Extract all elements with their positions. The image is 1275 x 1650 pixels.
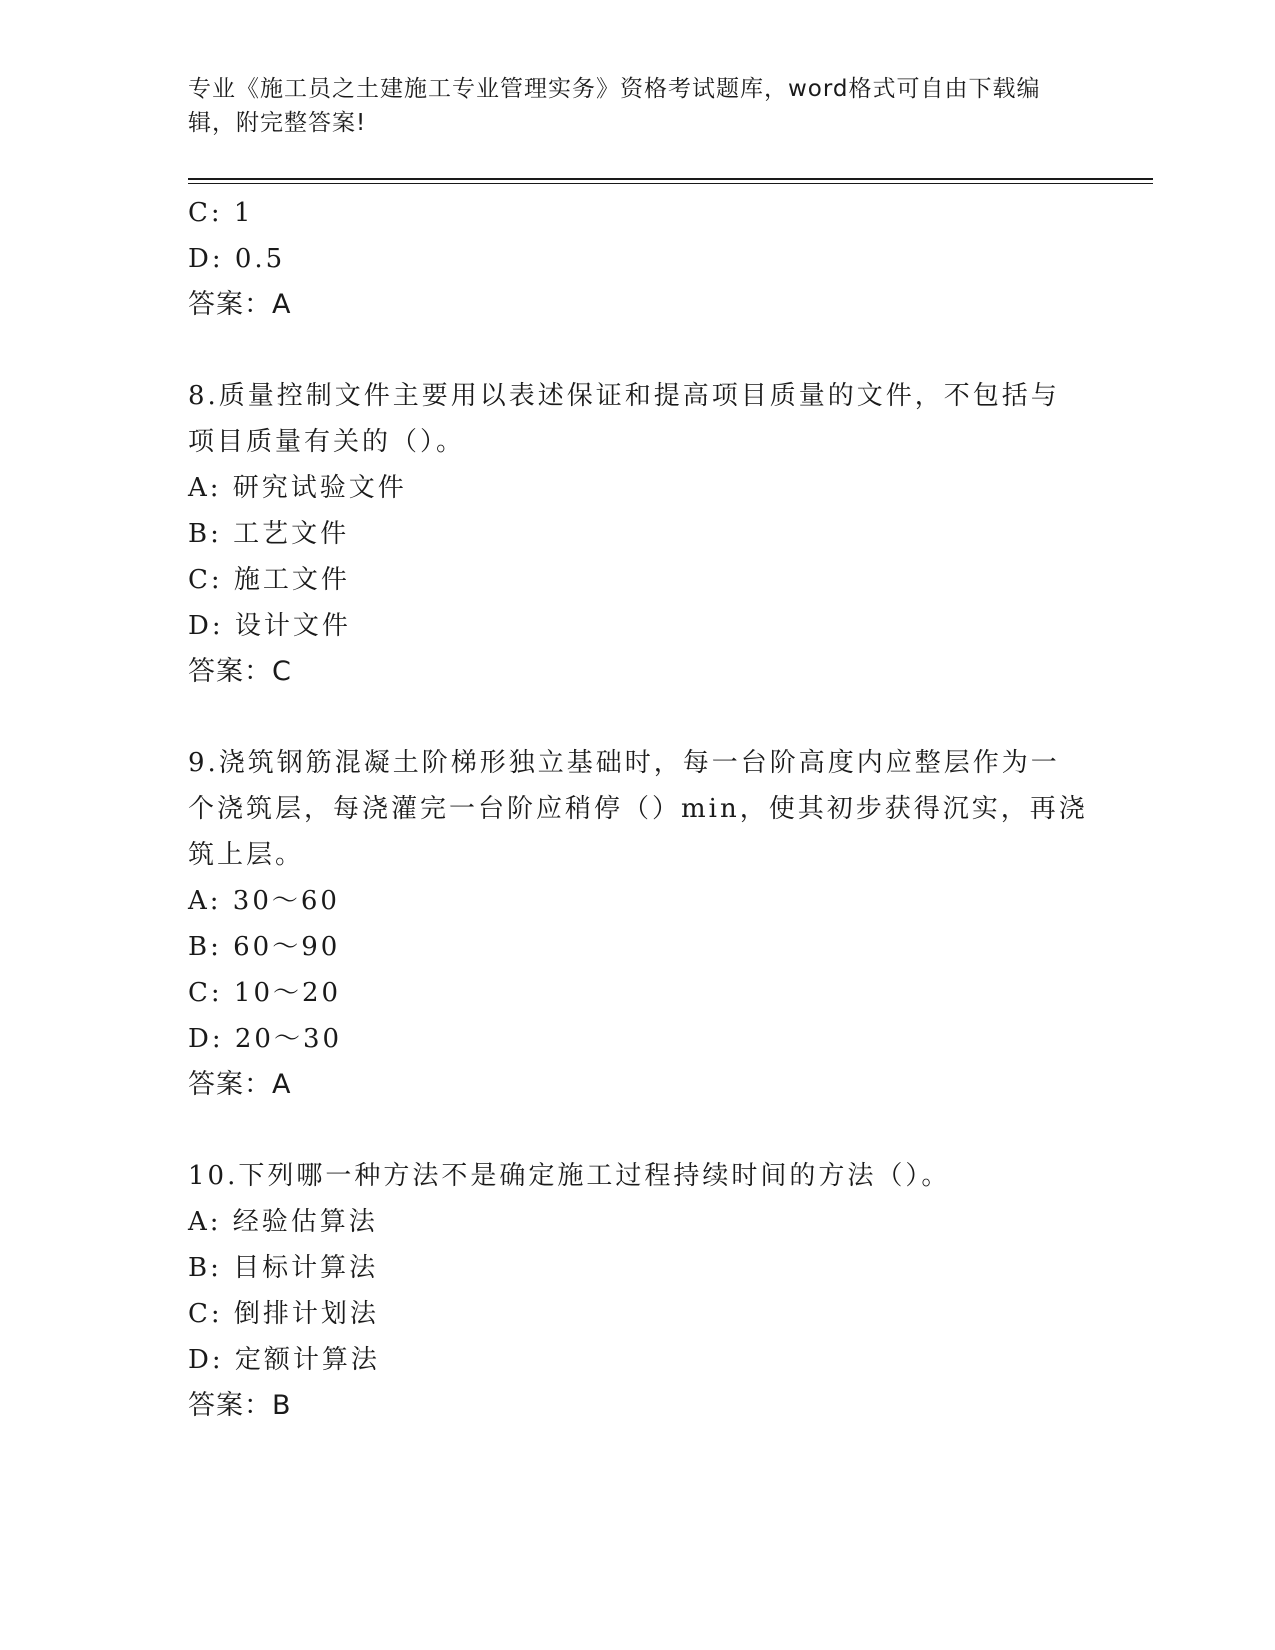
answer: 答案：A (188, 1069, 292, 1100)
question-10 (188, 1153, 1088, 1429)
question-8 (188, 373, 1088, 695)
option-a: A: 经验估算法 (188, 1207, 378, 1237)
option-a: A: 研究试验文件 (188, 473, 407, 503)
option-c: C: 10～20 (188, 978, 342, 1008)
answer: 答案：A (188, 289, 292, 320)
option-c: C: 施工文件 (188, 565, 350, 595)
question-stem-line: 8.质量控制文件主要用以表述保证和提高项目质量的文件，不包括与 (188, 381, 1060, 411)
partial-question (188, 190, 1088, 328)
document-header: 专业《施工员之土建施工专业管理实务》资格考试题库，word格式可自由下载编辑，附完整答案! (188, 76, 1041, 136)
question-stem-line: 10.下列哪一种方法不是确定施工过程持续时间的方法（）。 (188, 1161, 951, 1191)
option-d: D: 设计文件 (188, 611, 351, 641)
option-b: B: 工艺文件 (188, 519, 350, 549)
spacer (188, 328, 1088, 373)
option-b: B: 目标计算法 (188, 1253, 379, 1283)
header-rule-thick (188, 178, 1153, 180)
option-b: B: 60～90 (188, 932, 341, 962)
question-stem-line: 筑上层。 (188, 840, 305, 870)
spacer (188, 695, 1088, 740)
question-stem-line: 9.浇筑钢筋混凝土阶梯形独立基础时，每一台阶高度内应整层作为一 (188, 748, 1060, 778)
option-c: C: 1 (188, 198, 254, 228)
question-stem-line: 项目质量有关的（）。 (188, 427, 466, 457)
option-d: D: 0.5 (188, 244, 286, 274)
spacer (188, 1108, 1088, 1153)
answer: 答案：B (188, 1390, 292, 1421)
header-rule-thin (188, 183, 1153, 184)
question-stem-line: 个浇筑层，每浇灌完一台阶应稍停（）min，使其初步获得沉实，再浇 (188, 794, 1088, 824)
answer: 答案：C (188, 656, 292, 687)
option-a: A: 30～60 (188, 886, 340, 916)
option-c: C: 倒排计划法 (188, 1299, 379, 1329)
question-content (188, 190, 1088, 1429)
option-d: D: 定额计算法 (188, 1345, 380, 1375)
option-d: D: 20～30 (188, 1024, 343, 1054)
question-9 (188, 740, 1088, 1108)
